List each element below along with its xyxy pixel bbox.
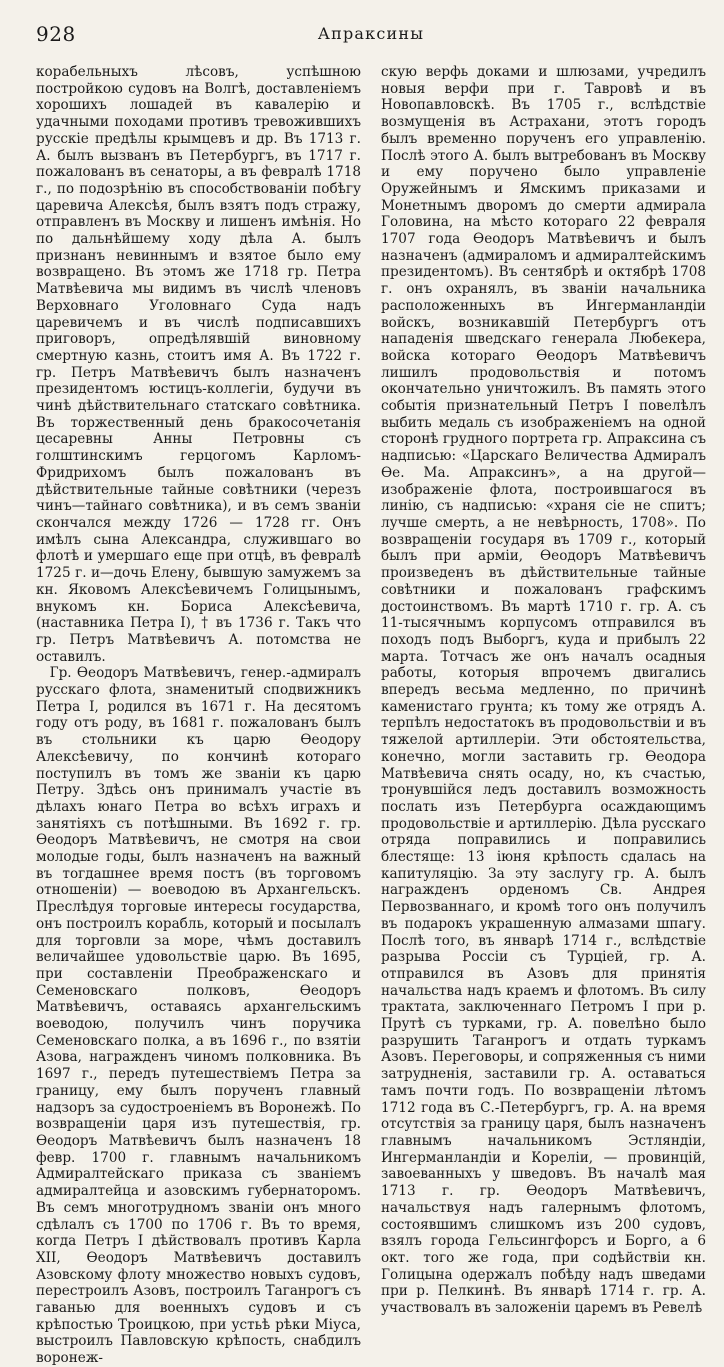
right-paragraph-1: скую верфь доками и шлюзами, учредилъ новыя верфи при г. Тавровѣ и въ Новопавловскѣ. Въ 1705 г., вслѣдствіе возмущенія въ Астрахани, этотъ городъ былъ временно порученъ его управленію. Послѣ этого А. былъ вытребованъ въ Москву и ему поручено было управленіе Оружейнымъ и Ямскимъ приказами и Монетнымъ дворомъ до смерти адмирала Головина, на мѣсто котораго 22 февраля 1707 года Ѳеодоръ Матвѣевичъ и былъ назначенъ (адмираломъ и адмиралтейскимъ президентомъ). Въ сентябрѣ и октябрѣ 1708 г. онъ охранялъ, въ званіи начальника расположенныхъ въ Ингерманландіи войскъ, возникавшій Петербургъ отъ нападенія шведскаго генерала Любекера, войска котораго Ѳеодоръ Матвѣевичъ лишилъ продовольствія и потомъ окончательно уничтожилъ. Въ память этого событія признательный Петръ I повелѣлъ выбить медаль съ изображеніемъ на одной сторонѣ грудного портрета гр. Апраксина съ надписью: «Царскаго Величества Адмиралъ Ѳе. Ма. Апраксинъ», а на другой—изображеніе флота, построившагося въ линію, съ надписью: «храня сіе не спитъ; лучше смерть, а не невѣрность, 1708». По возвращеніи государя въ 1709 г., который былъ при арміи, Ѳеодоръ Матвѣевичъ произведенъ въ дѣйствительные тайные совѣтники и пожалованъ графскимъ достоинствомъ. Въ мартѣ 1710 г. гр. А. съ 11-тысячнымъ корпусомъ отправился въ походъ подъ Выборгъ, куда и прибылъ 22 марта. Тотчасъ же онъ началъ осадныя работы, которыя впрочемъ двигались впередъ весьма медленно, по причинѣ каменистаго грунта; къ тому же отрядъ А. терпѣлъ недостатокъ въ продовольствіи и въ тяжелой артиллеріи. Эти обстоятельства, конечно, могли заставить гр. Ѳеодора Матвѣевича снять осаду, но, къ счастью, тронувшійся ледъ доставилъ возможность послать изъ Петербурга осаждающимъ продовольствіе и артиллерію. Дѣла русскаго отряда поправились и поправились блестяще: 13 іюня крѣпость сдалась на капитуляцію. За эту заслугу гр. А. былъ награжденъ орденомъ Св. Андрея Первозваннаго, и кромѣ того онъ получилъ въ подарокъ украшенную алмазами шпагу. Послѣ того, въ январѣ 1714 г., вслѣдствіе разрыва Россіи съ Турціей, гр. А. отправился въ Азовъ для принятія начальства надъ краемъ и флотомъ. Въ силу трактата, заключеннаго Петромъ I при р. Прутѣ съ турками, гр. А. повелѣно было разрушить Таганрогъ и отдать туркамъ Азовъ. Переговоры, и сопряженныя съ ними затрудненія, заставили гр. А. оставаться тамъ почти годъ. По возвращеніи лѣтомъ 1712 года въ С.-Петербургъ, гр. А. на время отсутствія за границу царя, былъ назначенъ главнымъ начальникомъ Эстляндіи, Ингерманландіи и Кореліи, — провинцій, завоеванныхъ у шведовъ. Въ началѣ мая 1713 г. гр. Ѳеодоръ Матвѣевичъ, начальствуя надъ галернымъ флотомъ, состоявшимъ слишкомъ изъ 200 судовъ, взялъ города Гельсингфорсъ и Борго, а 6 окт. того же года, при содѣйствіи кн. Голицына одержалъ побѣду надъ шведами при р. Пелкинѣ. Въ январѣ 1714 г. гр. А. участвовалъ въ заложеніи царемъ въ Ревелѣ (381, 64, 706, 1317)
page-number: 928 (36, 22, 76, 46)
left-column (36, 64, 361, 1367)
left-paragraph-2: Гр. Ѳеодоръ Матвѣевичъ, генер.-адмиралъ русскаго флота, знаменитый сподвижникъ Петра I, родился въ 1671 г. На десятомъ году отъ роду, въ 1681 г. пожалованъ былъ въ стольники къ царю Ѳеодору Алексѣевичу, по кончинѣ котораго поступилъ въ томъ же званіи къ царю Петру. Здѣсь онъ принималъ участіе въ дѣлахъ юнаго Петра во всѣхъ играхъ и занятіяхъ съ потѣшными. Въ 1692 г. гр. Ѳеодоръ Матвѣевичъ, не смотря на свои молодые годы, былъ назначенъ на важный въ тогдашнее время постъ (въ торговомъ отношеніи) — воеводою въ Архангельскъ. Преслѣдуя торговые интересы государства, онъ построилъ корабль, который и посылалъ для торговли за море, чѣмъ доставилъ величайшее удовольствіе царю. Въ 1695, при составленіи Преображенскаго и Семеновскаго полковъ, Ѳеодоръ Матвѣевичъ, оставаясь архангельскимъ воеводою, получилъ чинъ поручика Семеновскаго полка, а въ 1696 г., по взятіи Азова, награжденъ чиномъ полковника. Въ 1697 г., передъ путешествіемъ Петра за границу, ему былъ порученъ главный надзоръ за судостроеніемъ въ Воронежѣ. По возвращеніи царя изъ путешествія, гр. Ѳеодоръ Матвѣевичъ былъ назначенъ 18 февр. 1700 г. главнымъ начальникомъ Адмиралтейскаго приказа съ званіемъ адмиралтейца и азовскимъ губернаторомъ. Въ семъ многотрудномъ званіи онъ много сдѣлалъ съ 1700 по 1706 г. Въ то время, когда Петръ I дѣйствовалъ противъ Карла XII, Ѳеодоръ Матвѣевичъ доставилъ Азовскому флоту множество новыхъ судовъ, перестроилъ Азовъ, построилъ Таганрогъ съ гаванью для военныхъ судовъ и съ крѣпостью Троицкою, при устьѣ рѣки Міуса, выстроилъ Павловскую крѣпость, снабдилъ воронеж- (36, 665, 361, 1367)
text-columns (36, 64, 706, 1367)
left-paragraph-1: корабельныхъ лѣсовъ, успѣшною постройкою судовъ на Волгѣ, доставленіемъ хорошихъ лошадей въ кавалерію и удачными походами противъ тревожившихъ русскіе предѣлы крымцевъ и др. Въ 1713 г. А. былъ вызванъ въ Петербургъ, въ 1717 г. пожалованъ въ сенаторы, а въ февралѣ 1718 г., по подозрѣнію въ способствованіи побѣгу царевича Алексѣя, былъ взятъ подъ стражу, отправленъ въ Москву и лишенъ имѣнія. Но по дальнѣйшему ходу дѣла А. былъ признанъ невиннымъ и взятое было ему возвращено. Въ этомъ же 1718 гр. Петра Матвѣевича мы видимъ въ числѣ членовъ Верховнаго Уголовнаго Суда надъ царевичемъ и въ числѣ подписавшихъ приговоръ, опредѣлявшій виновному смертную казнь, стоитъ имя А. Въ 1722 г. гр. Петръ Матвѣевичъ былъ назначенъ президентомъ юстицъ-коллегіи, будучи въ чинѣ дѣйствительнаго статскаго совѣтника. Въ торжественный день бракосочетанія цесаревны Анны Петровны съ голштинскимъ герцогомъ Карломъ-Фридрихомъ былъ пожалованъ въ дѣйствительные тайные совѣтники (черезъ чинъ—тайнаго совѣтника), и въ семъ званіи скончался между 1726 — 1728 гг. Онъ имѣлъ сына Александра, служившаго во флотѣ и умершаго еще при отцѣ, въ февралѣ 1725 г. и—дочь Елену, бывшую замужемъ за кн. Яковомъ Алексѣевичемъ Голицынымъ, внукомъ кн. Бориса Алексѣевича, (наставника Петра I), † въ 1736 г. Такъ что гр. Петръ Матвѣевичъ А. потомства не оставилъ. (36, 64, 361, 665)
running-title: Апраксины (317, 24, 425, 43)
page-header (36, 22, 706, 56)
right-column (381, 64, 706, 1317)
